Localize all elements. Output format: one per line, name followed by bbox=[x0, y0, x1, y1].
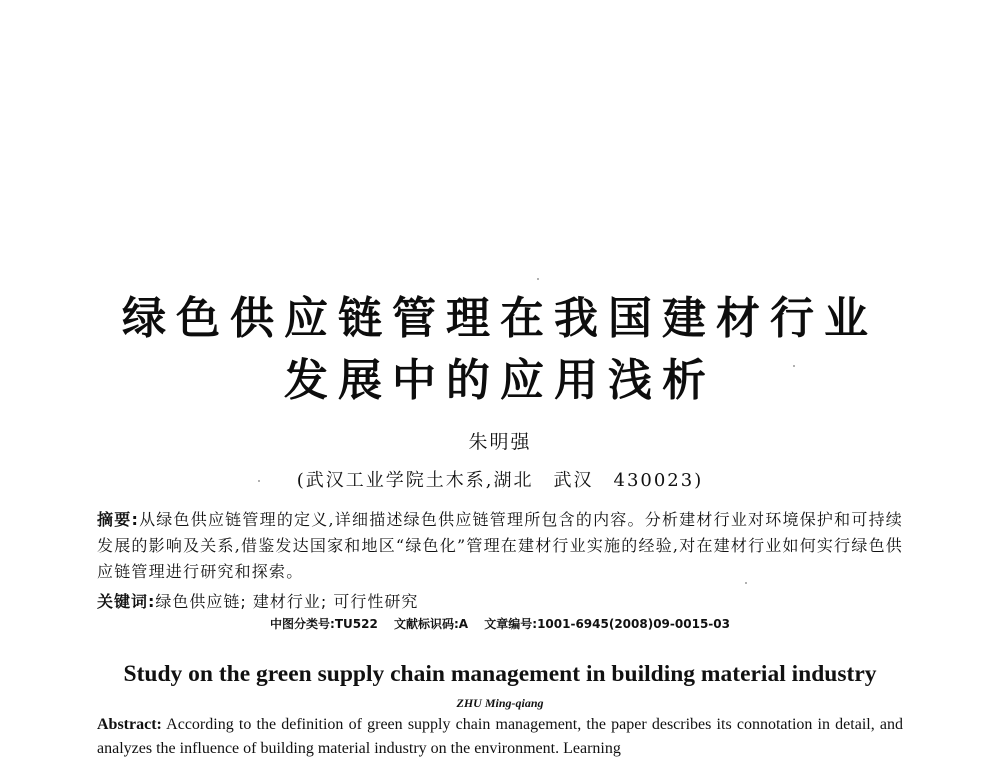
abstract-cn bbox=[97, 507, 903, 585]
abstract-en-label: Abstract: bbox=[97, 716, 162, 733]
abstract-cn-label: 摘要: bbox=[97, 510, 140, 529]
abstract-en-text: According to the definition of green supply chain management, the paper describes its connotation in detail, and analyzes the influence of building material industry on the environment. Learning bbox=[97, 716, 903, 757]
keywords-cn-label: 关键词: bbox=[97, 592, 156, 611]
title-cn-line1: 绿色供应链管理在我国建材行业 bbox=[122, 293, 878, 344]
clc-number: 中图分类号:TU522 bbox=[270, 617, 378, 631]
abstract-en bbox=[97, 713, 903, 761]
keywords-cn-text: 绿色供应链; 建材行业; 可行性研究 bbox=[155, 592, 419, 611]
article-number: 文章编号:1001-6945(2008)09-0015-03 bbox=[484, 617, 730, 631]
title-cn-line2: 发展中的应用浅析 bbox=[284, 355, 716, 406]
affiliation-cn: (武汉工业学院土木系,湖北 武汉 430023) bbox=[296, 470, 704, 491]
author-en: ZHU Ming-qiang bbox=[456, 696, 544, 710]
scan-speck bbox=[537, 278, 539, 280]
document-code: 文献标识码:A bbox=[393, 617, 469, 631]
keywords-cn bbox=[97, 589, 903, 612]
abstract-cn-text: 从绿色供应链管理的定义,详细描述绿色供应链管理所包含的内容。分析建材行业对环境保护和可持续发展的影响及关系,借鉴发达国家和地区“绿色化”管理在建材行业实施的经验,对在建材行业如何实行绿色供应链管理进行研究和探索。 bbox=[97, 510, 904, 581]
classification-line bbox=[0, 615, 1000, 632]
title-en: Study on the green supply chain management in building material industry bbox=[123, 661, 877, 687]
author-cn: 朱明强 bbox=[468, 431, 532, 453]
